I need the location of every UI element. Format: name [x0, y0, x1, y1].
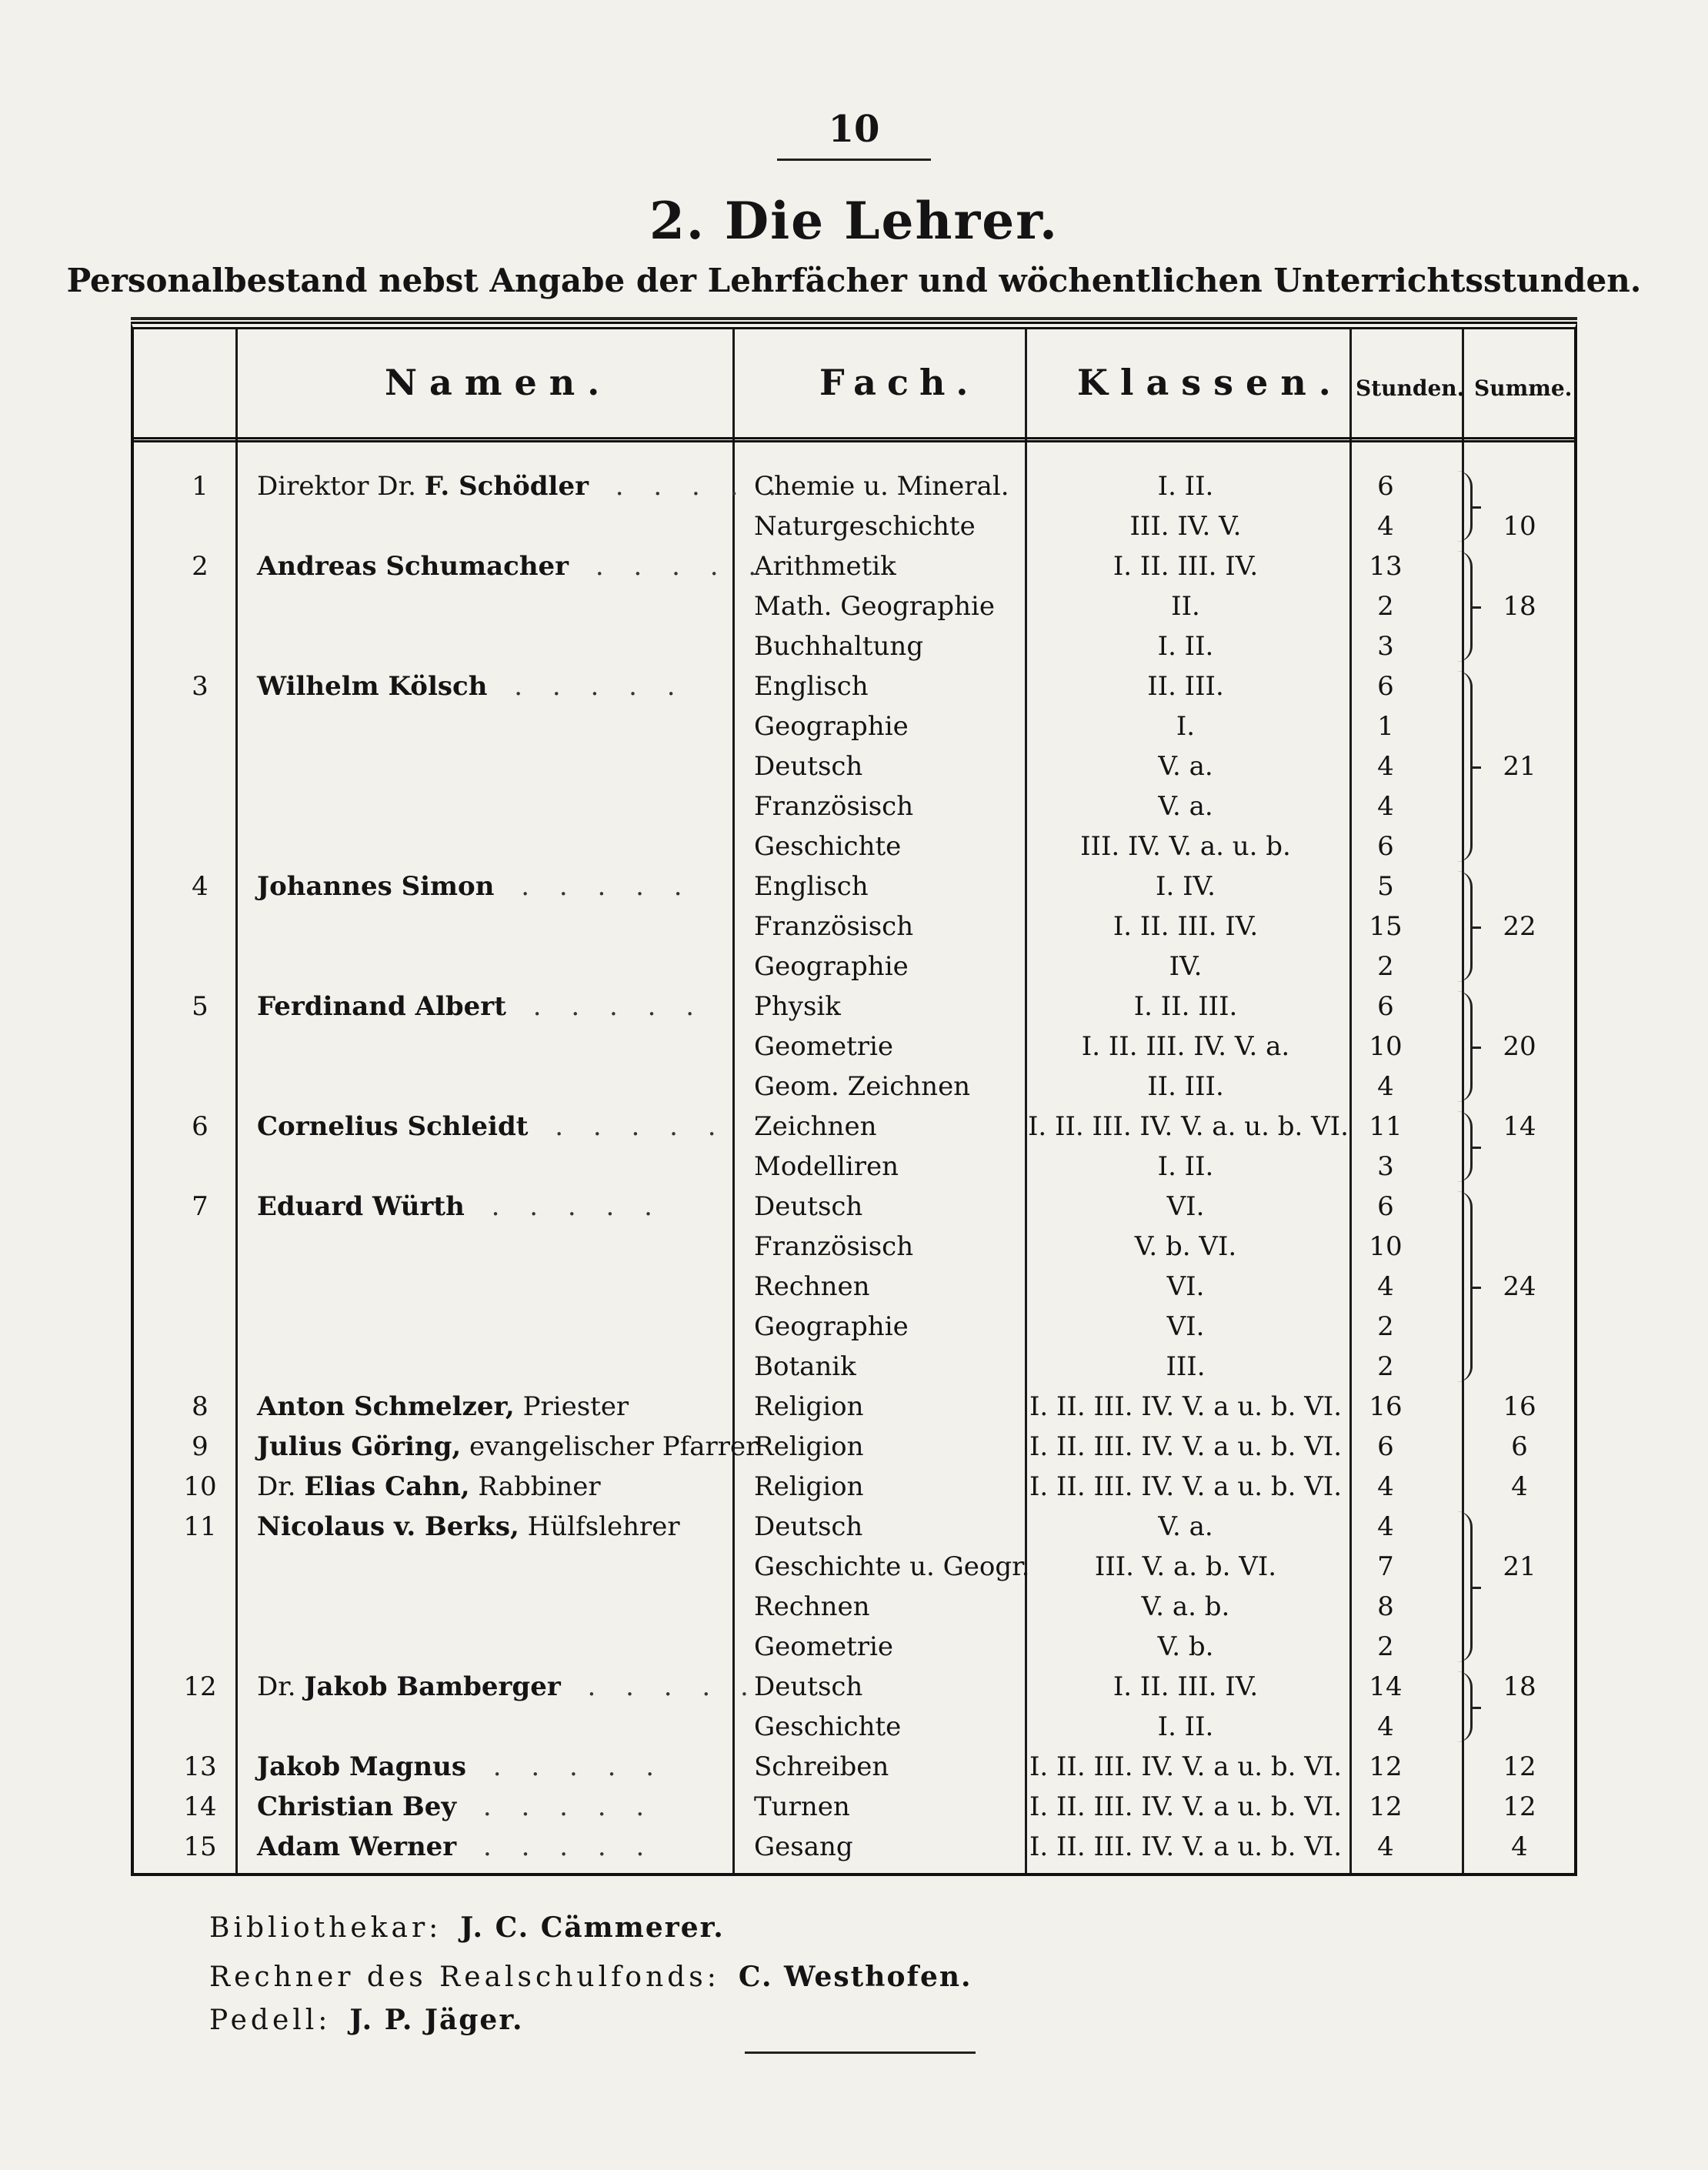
subject-cell	[754, 1387, 1023, 1427]
subject-cell	[754, 866, 1023, 906]
table-row	[0, 1347, 1708, 1387]
hours-cell: 12	[1369, 1791, 1403, 1822]
hours-cell: 6	[1377, 471, 1394, 502]
subject-cell	[754, 1667, 1023, 1707]
subject-cell	[754, 706, 1023, 746]
teacher-name: Johannes Simon	[257, 871, 495, 902]
hours-cell: 1	[1377, 711, 1394, 742]
group-brace	[1453, 1191, 1473, 1382]
group-brace	[1453, 1671, 1473, 1742]
sum-cell: 21	[1503, 1551, 1536, 1582]
classes-cell: V. a.	[1158, 751, 1213, 782]
table-row	[0, 586, 1708, 626]
column-header-fach: Fach.	[819, 362, 979, 403]
rechner-name: C. Westhofen.	[738, 1961, 972, 1993]
sum-cell: 4	[1511, 1471, 1528, 1502]
hours-cell: 4	[1377, 511, 1394, 542]
subject: Geschichte u. Geogr.	[754, 1551, 1030, 1582]
classes-cell: V. b. VI.	[1134, 1231, 1237, 1262]
subject: Geom. Zeichnen	[754, 1071, 971, 1102]
subject-cell	[754, 1827, 1023, 1867]
row-number: 14	[183, 1791, 217, 1822]
subject-cell	[754, 1627, 1023, 1667]
column-header-klassen: Klassen.	[1077, 362, 1343, 403]
sum-cell: 10	[1503, 511, 1536, 542]
sum-cell: 14	[1503, 1111, 1536, 1142]
table-row	[0, 1387, 1708, 1427]
subject: Chemie u. Mineral.	[754, 471, 1009, 502]
table-row	[0, 666, 1708, 706]
row-number: 1	[192, 471, 208, 502]
teacher-name: Christian Bey	[257, 1791, 457, 1822]
teacher-name: Jakob Magnus	[257, 1751, 466, 1782]
table-row	[0, 1587, 1708, 1627]
hours-cell: 8	[1377, 1591, 1394, 1622]
classes-cell: I. IV.	[1156, 871, 1216, 902]
hours-cell: 2	[1377, 1311, 1394, 1342]
teacher-name-cell	[257, 1507, 734, 1547]
classes-cell: I. II. III. IV.	[1113, 911, 1259, 942]
subject: Deutsch	[754, 1511, 863, 1542]
teacher-name-cell	[257, 1747, 734, 1787]
classes-cell: I. II. III. IV.	[1113, 551, 1259, 582]
row-number: 13	[183, 1751, 217, 1782]
hours-cell: 14	[1369, 1671, 1403, 1702]
table-row	[0, 1147, 1708, 1187]
subject: Math. Geographie	[754, 591, 995, 622]
table-row	[0, 826, 1708, 866]
teacher-name-cell	[257, 1427, 759, 1467]
subject: Zeichnen	[754, 1111, 877, 1142]
hours-cell: 3	[1377, 631, 1394, 662]
page-number: 10	[828, 108, 880, 151]
subject-cell	[754, 1227, 1023, 1267]
group-brace	[1453, 1111, 1473, 1182]
table-row	[0, 1747, 1708, 1787]
footer-rechner	[209, 1961, 972, 1993]
hours-cell: 11	[1369, 1111, 1403, 1142]
teacher-name: Wilhelm Kölsch	[257, 671, 488, 702]
subject: Religion	[754, 1391, 864, 1422]
subject: Botanik	[754, 1351, 856, 1382]
table-row	[0, 1787, 1708, 1827]
row-number: 15	[183, 1831, 217, 1862]
teacher-name: Ferdinand Albert	[257, 991, 506, 1022]
sum-cell: 20	[1503, 1031, 1536, 1062]
table-row	[0, 1307, 1708, 1347]
teacher-name: Elias Cahn,	[304, 1471, 470, 1502]
row-number: 11	[183, 1511, 217, 1542]
classes-cell: II. III.	[1147, 671, 1224, 702]
subject: Physik	[754, 991, 841, 1022]
table-row	[0, 1827, 1708, 1867]
subject: Geschichte	[754, 831, 902, 862]
teacher-name: Andreas Schumacher	[257, 551, 569, 582]
table-row	[0, 1067, 1708, 1107]
teacher-title: Rabbiner	[478, 1471, 601, 1502]
sum-cell: 22	[1503, 911, 1536, 942]
row-number: 3	[192, 671, 208, 702]
subject: Buchhaltung	[754, 631, 924, 662]
subject-cell	[754, 1347, 1023, 1387]
subject-cell	[754, 1507, 1023, 1547]
teacher-title: Priester	[522, 1391, 629, 1422]
row-number: 8	[192, 1391, 208, 1422]
classes-cell: IV.	[1169, 951, 1203, 982]
subject: Modelliren	[754, 1151, 899, 1182]
hours-cell: 2	[1377, 1351, 1394, 1382]
classes-cell: I. II. III. IV. V. a u. b. VI.	[1029, 1431, 1343, 1462]
teacher-name: Anton Schmelzer,	[257, 1391, 515, 1422]
teacher-name-cell	[257, 1827, 734, 1867]
table-row	[0, 1547, 1708, 1587]
teacher-name: Julius Göring,	[257, 1431, 462, 1462]
table-row	[0, 866, 1708, 906]
classes-cell: I. II. III.	[1133, 991, 1238, 1022]
subject: Französisch	[754, 791, 914, 822]
teacher-title: evangelischer Pfarrer	[469, 1431, 759, 1462]
subject-cell	[754, 626, 1023, 666]
subject: Französisch	[754, 1231, 914, 1262]
subject: Englisch	[754, 671, 869, 702]
subject-cell	[754, 1067, 1023, 1107]
classes-cell: VI.	[1166, 1191, 1205, 1222]
subject-cell	[754, 1307, 1023, 1347]
subject-cell	[754, 1027, 1023, 1067]
table-row	[0, 1027, 1708, 1067]
leader-dots: . . . . .	[513, 991, 705, 1022]
column-header-names: Namen.	[385, 362, 612, 403]
footer-bibliothekar	[209, 1911, 725, 1944]
teacher-name-cell	[257, 1467, 734, 1507]
table-row	[0, 1627, 1708, 1667]
subject: Religion	[754, 1431, 864, 1462]
row-number: 2	[192, 551, 208, 582]
subject: Arithmetik	[754, 551, 896, 582]
group-brace	[1453, 1511, 1473, 1662]
hours-cell: 2	[1377, 951, 1394, 982]
classes-cell: I. II.	[1157, 1151, 1214, 1182]
table-row	[0, 946, 1708, 987]
pedell-name: J. P. Jäger.	[349, 2004, 524, 2036]
row-number: 5	[192, 991, 208, 1022]
teacher-name-cell	[257, 1387, 734, 1427]
bibliothekar-label: Bibliothekar:	[209, 1912, 442, 1944]
hours-cell: 5	[1377, 871, 1394, 902]
teacher-name: Nicolaus v. Berks,	[257, 1511, 519, 1542]
classes-cell: III.	[1166, 1351, 1206, 1382]
teacher-name-cell	[257, 1187, 734, 1227]
subtitle: Personalbestand nebst Angabe der Lehrfächer und wöchentlichen Unterrichtsstunden.	[66, 262, 1642, 299]
sum-cell: 18	[1503, 591, 1536, 622]
hours-cell: 10	[1369, 1031, 1403, 1062]
rechner-label: Rechner des Realschulfonds:	[209, 1961, 720, 1993]
sum-cell: 21	[1503, 751, 1536, 782]
table-row	[0, 1187, 1708, 1227]
leader-dots: . . . . .	[495, 671, 686, 702]
leader-dots: . . . . .	[595, 471, 788, 502]
table-row	[0, 1467, 1708, 1507]
hours-cell: 16	[1369, 1391, 1403, 1422]
table-row	[0, 706, 1708, 746]
table-row	[0, 987, 1708, 1027]
subject: Geographie	[754, 951, 909, 982]
subject-cell	[754, 826, 1023, 866]
group-brace	[1453, 871, 1473, 982]
classes-cell: I. II. III. IV. V. a u. b. VI.	[1029, 1391, 1343, 1422]
classes-cell: II.	[1171, 591, 1200, 622]
subject: Geometrie	[754, 1631, 894, 1662]
teacher-title: Hülfslehrer	[527, 1511, 680, 1542]
classes-cell: I. II. III. IV. V. a.	[1081, 1031, 1290, 1062]
sum-cell: 18	[1503, 1671, 1536, 1702]
subject-cell	[754, 1427, 1023, 1467]
classes-cell: I. II.	[1157, 631, 1214, 662]
table-row	[0, 1667, 1708, 1707]
subject: Geometrie	[754, 1031, 894, 1062]
subject-cell	[754, 746, 1023, 786]
leader-dots: . . . . .	[464, 1831, 656, 1862]
hours-cell: 7	[1377, 1551, 1394, 1582]
subtitle-rule	[131, 317, 1577, 320]
column-header-stunden: Stunden.	[1356, 376, 1465, 401]
leader-dots: . . . . .	[464, 1791, 656, 1822]
table-row	[0, 746, 1708, 786]
row-number: 9	[192, 1431, 208, 1462]
hours-cell: 4	[1377, 1511, 1394, 1542]
teacher-name-cell	[257, 1667, 759, 1707]
sum-cell: 24	[1503, 1271, 1536, 1302]
leader-dots: . . . . .	[502, 871, 693, 902]
teacher-name: Cornelius Schleidt	[257, 1111, 529, 1142]
table-row	[0, 1707, 1708, 1747]
hours-cell: 13	[1369, 551, 1403, 582]
subject: Englisch	[754, 871, 869, 902]
subject-cell	[754, 1187, 1023, 1227]
subject-cell	[754, 1107, 1023, 1147]
hours-cell: 6	[1377, 1431, 1394, 1462]
subject: Religion	[754, 1471, 864, 1502]
hours-cell: 2	[1377, 591, 1394, 622]
table-row	[0, 1107, 1708, 1147]
hours-cell: 3	[1377, 1151, 1394, 1182]
subject-cell	[754, 586, 1023, 626]
footer-pedell	[209, 2004, 524, 2036]
subject-cell	[754, 987, 1023, 1027]
classes-cell: I. II.	[1157, 471, 1214, 502]
subject-cell	[754, 946, 1023, 987]
column-header-summe: Summe.	[1474, 376, 1573, 401]
leader-dots: . . . . .	[472, 1191, 663, 1222]
teacher-name-cell	[257, 987, 734, 1027]
subject-cell	[754, 1747, 1023, 1787]
pedell-label: Pedell:	[209, 2005, 332, 2036]
subject-cell	[754, 1787, 1023, 1827]
teacher-name-cell	[257, 1107, 734, 1147]
teacher-name: Jakob Bamberger	[304, 1671, 561, 1702]
subject-cell	[754, 506, 1023, 546]
hours-cell: 4	[1377, 1271, 1394, 1302]
classes-cell: I. II. III. IV. V. a u. b. VI.	[1029, 1831, 1343, 1862]
hours-cell: 4	[1377, 1071, 1394, 1102]
subject-cell	[754, 1147, 1023, 1187]
classes-cell: VI.	[1166, 1271, 1205, 1302]
subject-cell	[754, 1707, 1023, 1747]
hours-cell: 6	[1377, 831, 1394, 862]
teacher-name-cell	[257, 666, 734, 706]
teacher-name: Eduard Würth	[257, 1191, 465, 1222]
classes-cell: I. II. III. IV.	[1113, 1671, 1259, 1702]
subject: Schreiben	[754, 1751, 889, 1782]
table-head-rule	[134, 437, 1574, 442]
subject: Rechnen	[754, 1271, 870, 1302]
classes-cell: VI.	[1166, 1311, 1205, 1342]
subject: Geographie	[754, 1311, 909, 1342]
classes-cell: I. II. III. IV. V. a u. b. VI.	[1029, 1751, 1343, 1782]
group-brace	[1453, 991, 1473, 1102]
table-row	[0, 1507, 1708, 1547]
subject: Rechnen	[754, 1591, 870, 1622]
table-row	[0, 506, 1708, 546]
classes-cell: I. II. III. IV. V. a u. b. VI.	[1029, 1471, 1343, 1502]
classes-cell: V. a.	[1158, 791, 1213, 822]
subject: Geographie	[754, 711, 909, 742]
group-brace	[1453, 471, 1473, 542]
row-number: 7	[192, 1191, 208, 1222]
sum-cell: 6	[1511, 1431, 1528, 1462]
table-row	[0, 626, 1708, 666]
classes-cell: III. V. a. b. VI.	[1094, 1551, 1277, 1582]
subject: Gesang	[754, 1831, 853, 1862]
classes-cell: I. II. III. IV. V. a u. b. VI.	[1029, 1791, 1343, 1822]
hours-cell: 4	[1377, 1711, 1394, 1742]
table-row	[0, 786, 1708, 826]
table-row	[0, 466, 1708, 506]
subject-cell	[754, 1587, 1023, 1627]
hours-cell: 6	[1377, 671, 1394, 702]
teacher-name-cell	[257, 466, 788, 506]
subject: Naturgeschichte	[754, 511, 976, 542]
teacher-name-cell	[257, 866, 734, 906]
footer-rule	[745, 2051, 976, 2054]
leader-dots: . . . . .	[576, 551, 768, 582]
hours-cell: 4	[1377, 751, 1394, 782]
page-number-rule	[777, 159, 931, 161]
teacher-name: F. Schödler	[424, 471, 589, 502]
hours-cell: 6	[1377, 991, 1394, 1022]
hours-cell: 4	[1377, 1471, 1394, 1502]
row-number: 4	[192, 871, 208, 902]
table-row	[0, 1267, 1708, 1307]
table-row	[0, 546, 1708, 586]
leader-dots: . . . . .	[535, 1111, 727, 1142]
section-title: 2. Die Lehrer.	[649, 191, 1059, 251]
leader-dots: . . . . .	[473, 1751, 666, 1782]
subject-cell	[754, 1267, 1023, 1307]
table-row	[0, 1427, 1708, 1467]
subject-cell	[754, 546, 1023, 586]
name-prefix: Direktor Dr.	[257, 471, 416, 502]
hours-cell: 12	[1369, 1751, 1403, 1782]
subject-cell	[754, 1467, 1023, 1507]
classes-cell: II. III.	[1147, 1071, 1224, 1102]
subject-cell	[754, 906, 1023, 946]
table-row	[0, 906, 1708, 946]
classes-cell: I. II. III. IV. V. a. u. b. VI.	[1028, 1111, 1349, 1142]
hours-cell: 6	[1377, 1191, 1394, 1222]
table-row	[0, 1227, 1708, 1267]
classes-cell: V. a.	[1158, 1511, 1213, 1542]
bibliothekar-name: J. C. Cämmerer.	[460, 1911, 725, 1944]
sum-cell: 12	[1503, 1791, 1536, 1822]
subject: Deutsch	[754, 1671, 863, 1702]
subject: Deutsch	[754, 1191, 863, 1222]
hours-cell: 2	[1377, 1631, 1394, 1662]
subject: Turnen	[754, 1791, 850, 1822]
subject-cell	[754, 466, 1023, 506]
classes-cell: I. II.	[1157, 1711, 1214, 1742]
classes-cell: III. IV. V. a. u. b.	[1080, 831, 1291, 862]
group-brace	[1453, 551, 1473, 662]
row-number: 6	[192, 1111, 208, 1142]
sum-cell: 16	[1503, 1391, 1536, 1422]
teacher-name-cell	[257, 546, 768, 586]
subject: Französisch	[754, 911, 914, 942]
subject-cell	[754, 1547, 1030, 1587]
group-brace	[1453, 671, 1473, 862]
classes-cell: V. b.	[1157, 1631, 1214, 1662]
subject-cell	[754, 666, 1023, 706]
hours-cell: 10	[1369, 1231, 1403, 1262]
hours-cell: 4	[1377, 791, 1394, 822]
leader-dots: . . . . .	[568, 1671, 759, 1702]
classes-cell: III. IV. V.	[1129, 511, 1242, 542]
row-number: 12	[183, 1671, 217, 1702]
hours-cell: 15	[1369, 911, 1403, 942]
sum-cell: 4	[1511, 1831, 1528, 1862]
teacher-name-cell	[257, 1787, 734, 1827]
name-prefix: Dr.	[257, 1671, 296, 1702]
classes-cell: I.	[1176, 711, 1196, 742]
subject: Geschichte	[754, 1711, 902, 1742]
name-prefix: Dr.	[257, 1471, 296, 1502]
teacher-name: Adam Werner	[257, 1831, 457, 1862]
hours-cell: 4	[1377, 1831, 1394, 1862]
subject: Deutsch	[754, 751, 863, 782]
sum-cell: 12	[1503, 1751, 1536, 1782]
subject-cell	[754, 786, 1023, 826]
classes-cell: V. a. b.	[1141, 1591, 1230, 1622]
row-number: 10	[183, 1471, 217, 1502]
